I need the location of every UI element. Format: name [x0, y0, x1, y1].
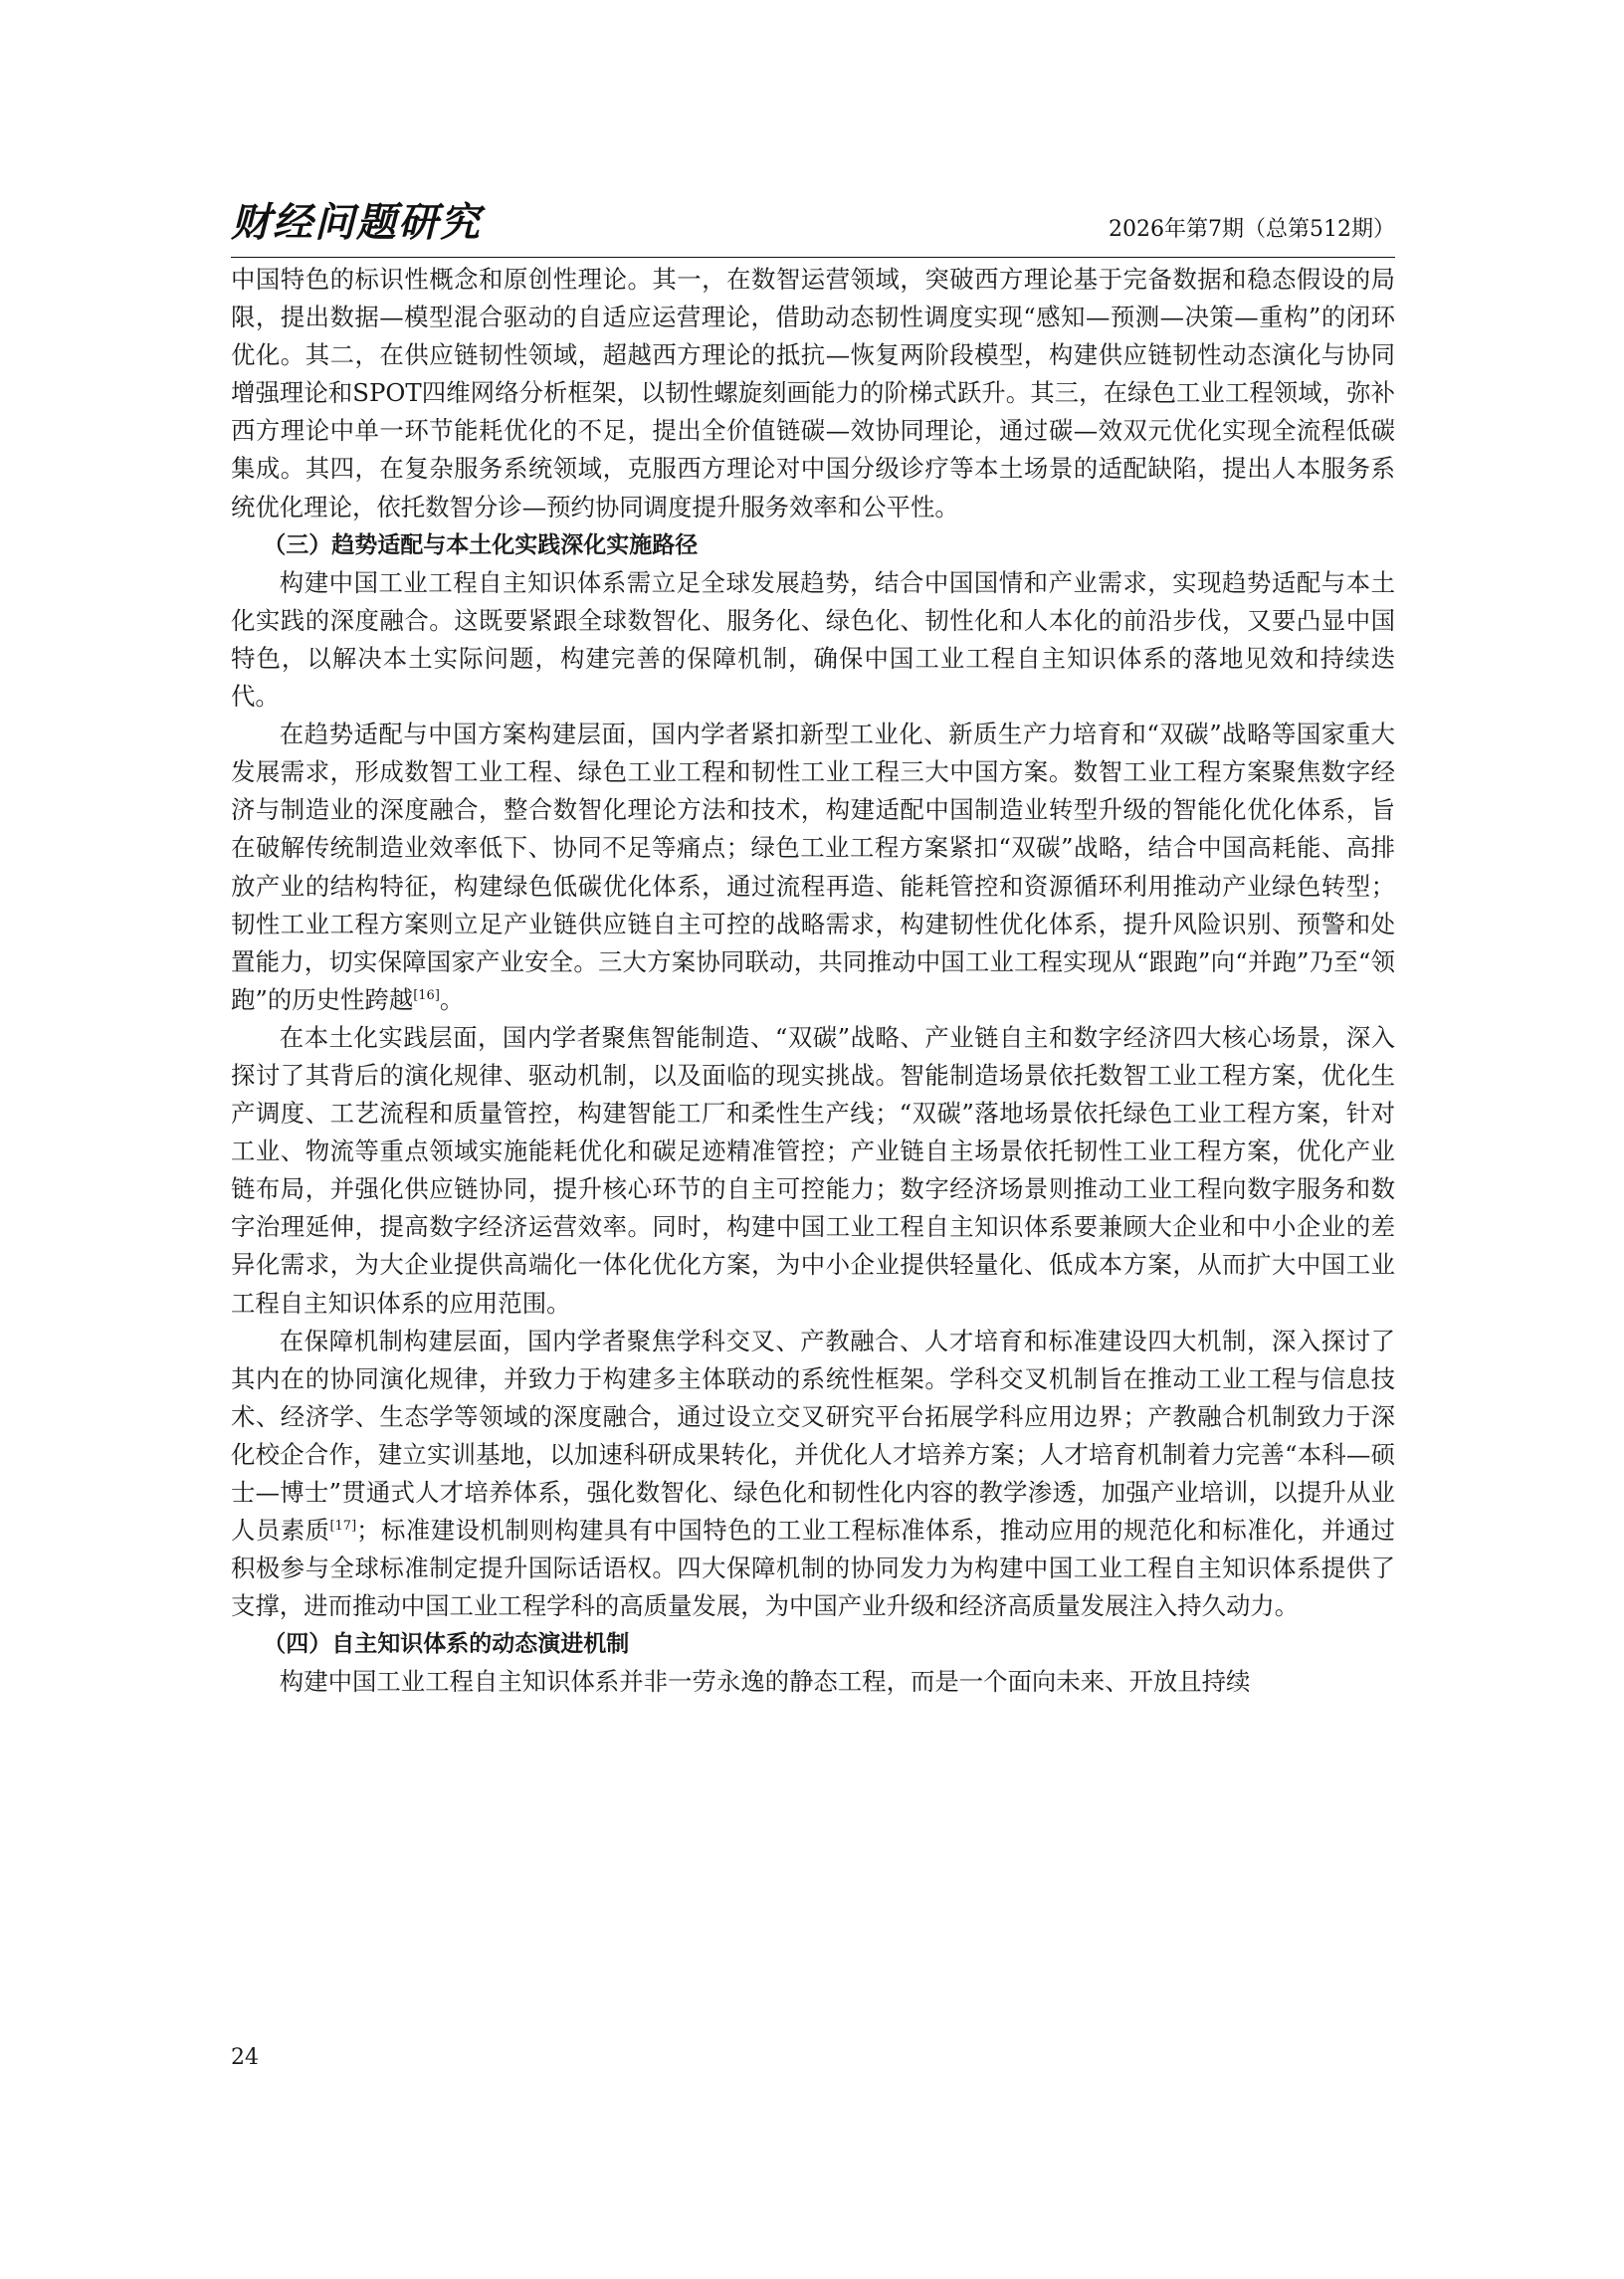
paragraph — [231, 1019, 1395, 1323]
paragraph-text: 构建中国工业工程自主知识体系需立足全球发展趋势，结合中国国情和产业需求，实现趋势适配与本土化实践的深度融合。这既要紧跟全球数智化、服务化、绿色化、韧性化和人本化的前沿步伐，又要凸显中国特色，以解决本土实际问题，构建完善的保障机制，确保中国工业工程自主知识体系的落地见效和持续迭代。 — [231, 567, 1395, 712]
header-divider — [231, 257, 1395, 258]
paragraph — [231, 1663, 1395, 1701]
paragraph — [231, 1323, 1395, 1626]
paragraph-text: 构建中国工业工程自主知识体系并非一劳永逸的静态工程，而是一个面向未来、开放且持续 — [279, 1667, 1251, 1697]
citation-ref: [17] — [329, 1518, 357, 1534]
paragraph — [231, 716, 1395, 1019]
paragraph-text: ；标准建设机制则构建具有中国特色的工业工程标准体系，推动应用的规范化和标准化，并通过积极参与全球标准制定提升国际话语权。四大保障机制的协同发力为构建中国工业工程自主知识体系提供了支撑，进而推动中国工业工程学科的高质量发展，为中国产业升级和经济高质量发展注入持久动力。 — [231, 1516, 1395, 1621]
paragraph-text: 在趋势适配与中国方案构建层面，国内学者紧扣新型工业化、新质生产力培育和“双碳”战略等国家重大发展需求，形成数智工业工程、绿色工业工程和韧性工业工程三大中国方案。数智工业工程方案聚焦数字经济与制造业的深度融合，整合数智化理论方法和技术，构建适配中国制造业转型升级的智能化优化体系，旨在破解传统制造业效率低下、协同不足等痛点；绿色工业工程方案紧扣“双碳”战略，结合中国高耗能、高排放产业的结构特征，构建绿色低碳优化体系，通过流程再造、能耗管控和资源循环利用推动产业绿色转型；韧性工业工程方案则立足产业链供应链自主可控的战略需求，构建韧性优化体系，提升风险识别、预警和处置能力，切实保障国家产业安全。三大方案协同联动，共同推动中国工业工程实现从“跟跑”向“并跑”乃至“领跑”的历史性跨越 — [231, 720, 1395, 1014]
page-header — [231, 195, 1395, 255]
section-heading: （四）自主知识体系的动态演进机制 — [263, 1631, 630, 1658]
paragraph — [231, 261, 1395, 526]
paragraph-text: 中国特色的标识性概念和原创性理论。其一，在数智运营领域，突破西方理论基于完备数据和稳态假设的局限，提出数据—模型混合驱动的自适应运营理论，借助动态韧性调度实现“感知—预测—决策—重构”的闭环优化。其二，在供应链韧性领域，超越西方理论的抵抗—恢复两阶段模型，构建供应链韧性动态演化与协同增强理论和SPOT四维网络分析框架，以韧性螺旋刻画能力的阶梯式跃升。其三，在绿色工业工程领域，弥补西方理论中单一环节能耗优化的不足，提出全价值链碳—效协同理论，通过碳—效双元优化实现全流程低碳集成。其四，在复杂服务系统领域，克服西方理论对中国分级诊疗等本土场景的适配缺陷，提出人本服务系统优化理论，依托数智分诊—预约协同调度提升服务效率和公平性。 — [231, 265, 1395, 521]
citation-ref: [16] — [413, 987, 440, 1003]
paragraph — [231, 564, 1395, 716]
issue-info: 2026年第7期（总第512期） — [1109, 217, 1395, 242]
article-body — [231, 261, 1395, 1702]
paragraph-text: 。 — [439, 984, 465, 1014]
section-heading: （三）趋势适配与本土化实践深化实施路径 — [263, 531, 699, 558]
page-number: 24 — [231, 2045, 259, 2070]
journal-logo: 财经问题研究 — [231, 199, 482, 246]
paragraph-text: 在本土化实践层面，国内学者聚焦智能制造、“双碳”战略、产业链自主和数字经济四大核心场景，深入探讨了其背后的演化规律、驱动机制，以及面临的现实挑战。智能制造场景依托数智工业工程方案，优化生产调度、工艺流程和质量管控，构建智能工厂和柔性生产线；“双碳”落地场景依托绿色工业工程方案，针对工业、物流等重点领域实施能耗优化和碳足迹精准管控；产业链自主场景依托韧性工业工程方案，优化产业链布局，并强化供应链协同，提升核心环节的自主可控能力；数字经济场景则推动工业工程向数字服务和数字治理延伸，提高数字经济运营效率。同时，构建中国工业工程自主知识体系要兼顾大企业和中小企业的差异化需求，为大企业提供高端化一体化优化方案，为中小企业提供轻量化、低成本方案，从而扩大中国工业工程自主知识体系的应用范围。 — [231, 1022, 1395, 1318]
paragraph-text: 在保障机制构建层面，国内学者聚焦学科交叉、产教融合、人才培育和标准建设四大机制，深入探讨了其内在的协同演化规律，并致力于构建多主体联动的系统性框架。学科交叉机制旨在推动工业工程与信息技术、经济学、生态学等领域的深度融合，通过设立交叉研究平台拓展学科应用边界；产教融合机制致力于深化校企合作，建立实训基地，以加速科研成果转化，并优化人才培养方案；人才培育机制着力完善“本科—硕士—博士”贯通式人才培养体系，强化数智化、绿色化和韧性化内容的教学渗透，加强产业培训，以提升从业人员素质 — [231, 1326, 1395, 1546]
